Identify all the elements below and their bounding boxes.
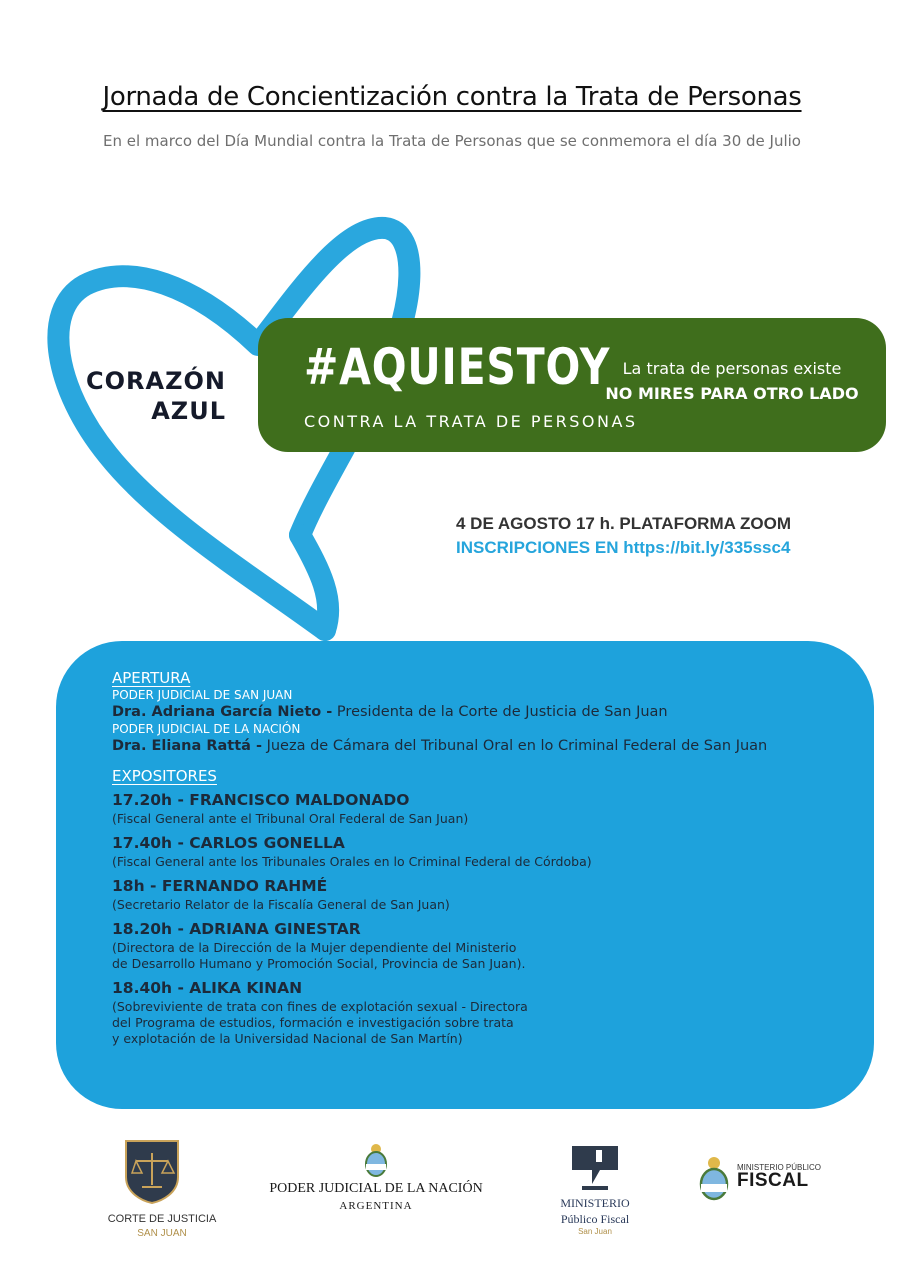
program-content: [112, 668, 852, 1053]
corte-logo-line2: SAN JUAN: [137, 1228, 187, 1239]
official-role: Presidenta de la Corte de Justicia de San Juan: [332, 704, 668, 720]
poder-judicial-logo-line2: ARGENTINA: [339, 1200, 413, 1212]
corazon-azul-label: [56, 366, 226, 426]
campaign-hashtag-subtitle: CONTRA LA TRATA DE PERSONAS: [304, 412, 638, 431]
corazon-label-line2: AZUL: [151, 397, 226, 425]
speaker-role: (Sobreviviente de trata con fines de explotación sexual - Directora del Programa de estudios, formación e investigación sobre trata y explotación de la Universidad Nacional de San Martín): [112, 999, 528, 1046]
speaker-name: 18.20h - ADRIANA GINESTAR: [112, 920, 361, 938]
speaker-name: 17.40h - CARLOS GONELLA: [112, 834, 345, 852]
opening-institution: PODER JUDICIAL DE LA NACIÓN: [112, 722, 301, 736]
speakers-heading: EXPOSITORES: [112, 767, 217, 785]
speaker-role: (Fiscal General ante el Tribunal Oral Federal de San Juan): [112, 811, 469, 826]
speaker-name: 18.40h - ALIKA KINAN: [112, 979, 303, 997]
opening-official: [112, 703, 852, 722]
event-date: 4 DE AGOSTO 17 h. PLATAFORMA ZOOM: [456, 514, 791, 533]
campaign-message-line1: La trata de personas existe: [622, 359, 842, 378]
ministerio-logo-line3: San Juan: [578, 1227, 612, 1236]
official-role: Jueza de Cámara del Tribunal Oral en lo Criminal Federal de San Juan: [261, 738, 768, 754]
page-title: Jornada de Concientización contra la Trata de Personas: [102, 82, 802, 112]
speaker-name: 17.20h - FRANCISCO MALDONADO: [112, 791, 410, 809]
official-name: Dra. Adriana García Nieto -: [112, 704, 333, 720]
speaker-name: 18h - FERNANDO RAHMÉ: [112, 877, 328, 895]
campaign-hashtag: #AQUIESTOY: [304, 338, 611, 396]
speaker-role: (Directora de la Dirección de la Mujer dependiente del Ministerio de Desarrollo Humano y Promoción Social, Provincia de San Juan).: [112, 940, 526, 971]
mpf-coat-of-arms-icon: [697, 1156, 731, 1202]
poder-judicial-logo-line1: PODER JUDICIAL DE LA NACIÓN: [269, 1181, 483, 1196]
page-subtitle: En el marco del Día Mundial contra la Trata de Personas que se conmemora el día 30 de Julio: [103, 132, 801, 150]
campaign-message-line2: NO MIRES PARA OTRO LADO: [605, 384, 859, 403]
opening-heading: APERTURA: [112, 669, 191, 687]
corte-logo-line1: CORTE DE JUSTICIA: [107, 1213, 217, 1225]
opening-institution: PODER JUDICIAL DE SAN JUAN: [112, 688, 293, 702]
ministerio-publico-mark-icon: [570, 1140, 620, 1194]
corte-justicia-shield-icon: [122, 1137, 182, 1205]
corazon-label-line1: CORAZÓN: [86, 367, 226, 395]
national-coat-of-arms-icon: [362, 1143, 390, 1177]
mpf-logo-line2: FISCAL: [737, 1170, 809, 1191]
ministerio-logo-line1: MINISTERIO: [560, 1196, 630, 1210]
mpf-logo-line1: MINISTERIO PÚBLICO: [737, 1163, 822, 1172]
opening-official: [112, 737, 852, 756]
official-name: Dra. Eliana Rattá -: [112, 738, 262, 754]
speaker-role: (Secretario Relator de la Fiscalía General de San Juan): [112, 897, 450, 912]
signup-link[interactable]: INSCRIPCIONES EN https://bit.ly/335ssc4: [456, 538, 791, 557]
ministerio-logo-line2: Público Fiscal: [560, 1212, 630, 1226]
speaker-role: (Fiscal General ante los Tribunales Orales en lo Criminal Federal de Córdoba): [112, 854, 592, 869]
